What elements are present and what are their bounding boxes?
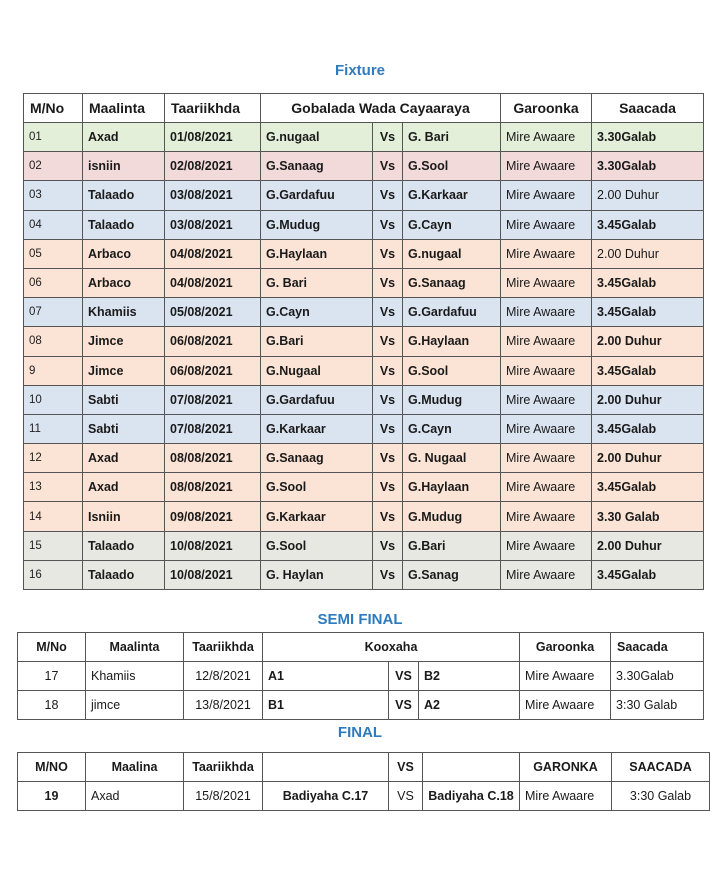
table-row [24, 123, 704, 152]
match-date: 05/08/2021 [165, 298, 261, 327]
vs-label: Vs [373, 385, 403, 414]
match-day: Isniin [83, 502, 165, 531]
venue: Mire Awaare [501, 473, 592, 502]
final-table [17, 752, 710, 811]
table-row [24, 502, 704, 531]
table-row [24, 560, 704, 589]
match-date: 07/08/2021 [165, 385, 261, 414]
match-time: 3.30 Galab [592, 502, 704, 531]
venue: Mire Awaare [501, 268, 592, 297]
match-day: Talaado [83, 181, 165, 210]
match-date: 10/08/2021 [165, 531, 261, 560]
home-team: G.Mudug [261, 210, 373, 239]
match-day: Jimce [83, 327, 165, 356]
match-number: 11 [24, 414, 83, 443]
final-header-mno: M/NO [18, 753, 86, 782]
vs-label: Vs [373, 531, 403, 560]
away-team: B2 [419, 662, 520, 691]
match-day: Sabti [83, 385, 165, 414]
match-time: 2.00 Duhur [592, 181, 704, 210]
match-number: 01 [24, 123, 83, 152]
semi-header-mno: M/No [18, 633, 86, 662]
fixture-header-row [24, 94, 704, 123]
home-team: G.Bari [261, 327, 373, 356]
vs-label: Vs [373, 414, 403, 443]
home-team: B1 [263, 691, 389, 720]
match-date: 02/08/2021 [165, 152, 261, 181]
match-time: 2.00 Duhur [592, 327, 704, 356]
match-time: 2.00 Duhur [592, 385, 704, 414]
table-row [24, 473, 704, 502]
match-date: 09/08/2021 [165, 502, 261, 531]
match-time: 3.45Galab [592, 560, 704, 589]
match-number: 07 [24, 298, 83, 327]
venue: Mire Awaare [501, 444, 592, 473]
final-header-saacada: SAACADA [612, 753, 710, 782]
table-row [24, 531, 704, 560]
away-team: G.Mudug [403, 385, 501, 414]
match-time: 3:30 Galab [612, 782, 710, 811]
match-date: 06/08/2021 [165, 327, 261, 356]
final-header-blank-away [423, 753, 520, 782]
vs-label: Vs [373, 239, 403, 268]
match-day: Arbaco [83, 239, 165, 268]
match-date: 15/8/2021 [184, 782, 263, 811]
home-team: G.Haylaan [261, 239, 373, 268]
match-day: Arbaco [83, 268, 165, 297]
venue: Mire Awaare [501, 298, 592, 327]
match-date: 01/08/2021 [165, 123, 261, 152]
away-team: G.nugaal [403, 239, 501, 268]
venue: Mire Awaare [501, 560, 592, 589]
semi-header-taariikhda: Taariikhda [184, 633, 263, 662]
away-team: G.Cayn [403, 210, 501, 239]
venue: Mire Awaare [501, 356, 592, 385]
venue: Mire Awaare [520, 662, 611, 691]
away-team: G.Mudug [403, 502, 501, 531]
match-day: Khamiis [86, 662, 184, 691]
table-row [24, 356, 704, 385]
match-number: 12 [24, 444, 83, 473]
final-header-taariikhda: Taariikhda [184, 753, 263, 782]
vs-label: Vs [373, 268, 403, 297]
vs-label: Vs [373, 181, 403, 210]
match-time: 3.45Galab [592, 210, 704, 239]
header-maalinta: Maalinta [83, 94, 165, 123]
venue: Mire Awaare [501, 181, 592, 210]
away-team: G.Karkaar [403, 181, 501, 210]
home-team: G.Nugaal [261, 356, 373, 385]
match-number: 15 [24, 531, 83, 560]
match-date: 04/08/2021 [165, 268, 261, 297]
table-row [24, 268, 704, 297]
match-number: 9 [24, 356, 83, 385]
fixture-title: Fixture [334, 62, 385, 79]
table-row [24, 327, 704, 356]
vs-label: Vs [373, 123, 403, 152]
away-team: G.Haylaan [403, 473, 501, 502]
venue: Mire Awaare [501, 502, 592, 531]
semi-header-kooxaha: Kooxaha [263, 633, 520, 662]
vs-label: Vs [373, 356, 403, 385]
table-row [24, 414, 704, 443]
venue: Mire Awaare [501, 123, 592, 152]
table-row [24, 181, 704, 210]
venue: Mire Awaare [501, 210, 592, 239]
match-date: 04/08/2021 [165, 239, 261, 268]
match-day: Sabti [83, 414, 165, 443]
match-number: 10 [24, 385, 83, 414]
match-number: 14 [24, 502, 83, 531]
match-date: 08/08/2021 [165, 444, 261, 473]
final-header-blank-home [263, 753, 389, 782]
home-team: G.Cayn [261, 298, 373, 327]
venue: Mire Awaare [501, 152, 592, 181]
match-number: 13 [24, 473, 83, 502]
away-team: G.Bari [403, 531, 501, 560]
match-time: 3:30 Galab [611, 691, 704, 720]
table-row [24, 210, 704, 239]
final-header-maalina: Maalina [86, 753, 184, 782]
match-number: 16 [24, 560, 83, 589]
match-date: 12/8/2021 [184, 662, 263, 691]
home-team: G.Gardafuu [261, 385, 373, 414]
match-number: 17 [18, 662, 86, 691]
match-date: 07/08/2021 [165, 414, 261, 443]
away-team: G.Haylaan [403, 327, 501, 356]
table-row [24, 152, 704, 181]
match-number: 19 [18, 782, 86, 811]
home-team: G.Sanaag [261, 152, 373, 181]
vs-label: Vs [373, 502, 403, 531]
match-time: 3.30Galab [592, 123, 704, 152]
venue: Mire Awaare [501, 414, 592, 443]
venue: Mire Awaare [520, 691, 611, 720]
away-team: G. Bari [403, 123, 501, 152]
match-day: isniin [83, 152, 165, 181]
match-date: 03/08/2021 [165, 181, 261, 210]
away-team: G.Gardafuu [403, 298, 501, 327]
semi-final-table [17, 632, 704, 720]
home-team: G.nugaal [261, 123, 373, 152]
fixture-table [23, 93, 704, 590]
away-team: G. Nugaal [403, 444, 501, 473]
match-date: 08/08/2021 [165, 473, 261, 502]
semi-header-garoonka: Garoonka [520, 633, 611, 662]
table-row [18, 691, 704, 720]
table-row [24, 298, 704, 327]
match-day: jimce [86, 691, 184, 720]
match-time: 3.45Galab [592, 298, 704, 327]
final-header-row [18, 753, 710, 782]
away-team: G.Sool [403, 356, 501, 385]
venue: Mire Awaare [501, 531, 592, 560]
semi-header-saacada: Saacada [611, 633, 704, 662]
table-row [24, 385, 704, 414]
match-time: 3.45Galab [592, 473, 704, 502]
match-time: 3.45Galab [592, 414, 704, 443]
match-number: 18 [18, 691, 86, 720]
header-gobalada: Gobalada Wada Cayaaraya [261, 94, 501, 123]
table-row [24, 239, 704, 268]
home-team: G.Sool [261, 531, 373, 560]
header-mno: M/No [24, 94, 83, 123]
final-title: FINAL [337, 724, 383, 741]
vs-label: Vs [373, 210, 403, 239]
final-header-vs: VS [389, 753, 423, 782]
match-number: 06 [24, 268, 83, 297]
away-team: G.Sool [403, 152, 501, 181]
venue: Mire Awaare [520, 782, 612, 811]
table-row [24, 444, 704, 473]
home-team: G.Sanaag [261, 444, 373, 473]
match-number: 02 [24, 152, 83, 181]
away-team: G.Sanaag [403, 268, 501, 297]
home-team: G.Gardafuu [261, 181, 373, 210]
semi-final-title: SEMI FINAL [317, 611, 403, 628]
match-day: Talaado [83, 531, 165, 560]
away-team: G.Sanag [403, 560, 501, 589]
home-team: A1 [263, 662, 389, 691]
venue: Mire Awaare [501, 327, 592, 356]
vs-label: Vs [373, 560, 403, 589]
home-team: G.Karkaar [261, 414, 373, 443]
match-date: 10/08/2021 [165, 560, 261, 589]
match-number: 04 [24, 210, 83, 239]
vs-label: Vs [373, 444, 403, 473]
match-time: 3.45Galab [592, 356, 704, 385]
match-date: 03/08/2021 [165, 210, 261, 239]
match-day: Axad [83, 473, 165, 502]
header-taariikhda: Taariikhda [165, 94, 261, 123]
away-team: G.Cayn [403, 414, 501, 443]
venue: Mire Awaare [501, 239, 592, 268]
match-number: 08 [24, 327, 83, 356]
match-day: Talaado [83, 210, 165, 239]
home-team: G.Karkaar [261, 502, 373, 531]
match-day: Jimce [83, 356, 165, 385]
vs-label: Vs [373, 152, 403, 181]
away-team: Badiyaha C.18 [423, 782, 520, 811]
table-row [18, 782, 710, 811]
semi-header-row [18, 633, 704, 662]
match-time: 2.00 Duhur [592, 444, 704, 473]
match-number: 05 [24, 239, 83, 268]
match-time: 3.45Galab [592, 268, 704, 297]
match-time: 3.30Galab [592, 152, 704, 181]
vs-label: Vs [373, 298, 403, 327]
match-day: Axad [86, 782, 184, 811]
match-day: Khamiis [83, 298, 165, 327]
match-date: 06/08/2021 [165, 356, 261, 385]
match-day: Talaado [83, 560, 165, 589]
match-day: Axad [83, 444, 165, 473]
match-number: 03 [24, 181, 83, 210]
venue: Mire Awaare [501, 385, 592, 414]
semi-header-maalinta: Maalinta [86, 633, 184, 662]
table-row [18, 662, 704, 691]
match-time: 2.00 Duhur [592, 239, 704, 268]
match-date: 13/8/2021 [184, 691, 263, 720]
home-team: G. Haylan [261, 560, 373, 589]
home-team: Badiyaha C.17 [263, 782, 389, 811]
vs-label: VS [389, 782, 423, 811]
header-garoonka: Garoonka [501, 94, 592, 123]
home-team: G.Sool [261, 473, 373, 502]
final-header-garonka: GARONKA [520, 753, 612, 782]
match-time: 2.00 Duhur [592, 531, 704, 560]
vs-label: VS [389, 662, 419, 691]
vs-label: Vs [373, 473, 403, 502]
home-team: G. Bari [261, 268, 373, 297]
vs-label: Vs [373, 327, 403, 356]
match-time: 3.30Galab [611, 662, 704, 691]
away-team: A2 [419, 691, 520, 720]
header-saacada: Saacada [592, 94, 704, 123]
vs-label: VS [389, 691, 419, 720]
match-day: Axad [83, 123, 165, 152]
